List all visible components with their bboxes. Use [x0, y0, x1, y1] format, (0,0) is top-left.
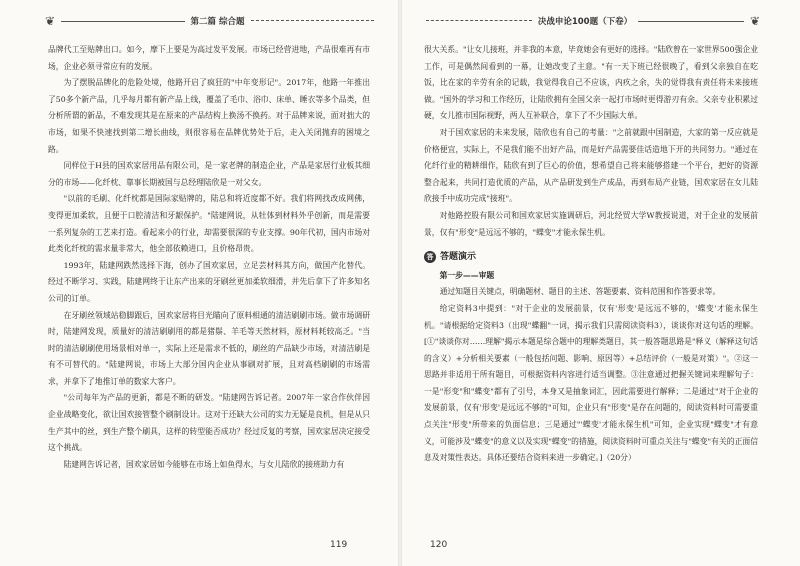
- header-rule-dashed: [251, 20, 374, 22]
- paragraph: 陆建网告诉记者，国欢家居如今能够在市场上如鱼得水，与女儿陆欣的接班助力有: [63, 459, 345, 469]
- right-header: [420, 12, 760, 30]
- paragraph: 在牙刷丝领域站稳脚跟后，国欢家居将目光瞄向了原料相通的清洁刷刷市场。做市场调研时，陆建网发现，质量好的清洁刷刷用的都是猪鬃、羊毛等天然材料，原材料耗较高乏。"当时的清洁刷刷使用场景相对单一，实际上还是需求不低的，刷丝的产品缺少市场，对清洁刷是有不可替代的。"陆建网说，市场上大部分国内企业从事刷对扩展，且对高档刷刷的市场需求，并拿下了地推订单的数家大客户。: [48, 310, 370, 386]
- paragraph: 对他路控股有限公司和国欢家居实施调研后，河北经贸大学W教授说道，对于企业的发展前景，仅有"形变"是远远不够的，"蝶变"才能永保生机。: [424, 210, 758, 237]
- left-page-number: 119: [330, 540, 348, 550]
- right-header-title: 决战申论100题（下卷）: [537, 17, 633, 27]
- right-page: [400, 0, 800, 566]
- paragraph: 很大关系。"让女儿接班，并非我的本意，毕竟她会有更好的选择。"陆欣曾在一家世界500强企业工作，可是偶然间看到的一幕，让她改变了主意。"有一天下班已经很晚了，看到父亲独自在吃饭，比在家的辛劳有余的记载，我觉得我自己不应该，内疚之余，失的觉得我有责任将未来接班做。"国外的学习和工作经历，让陆欣拥有全国父亲一起打市场时更得游刃有余。父亲专业积累过硬，女儿推市国际视野，两人互补联合，拿下了不少国际大单。: [424, 45, 758, 121]
- header-rule: [61, 21, 184, 22]
- paragraph: 为了摆脱品牌化的危险处境，他路开启了疯狂的"中年变形记"。2017年，他路一年推出了50多个新产品，几乎每月都有新产品上线，覆盖了毛巾、浴巾、床单、睡衣等多个品类，但分析所谓的新品，不难发现其是在原来的产品结构上换汤不换药。对于品牌来说，面对拙大的市场，如果不快速找到第二增长曲线，则很容易在品牌优势处于后，走入关闭抛弃的困境之路。: [48, 78, 370, 154]
- header-rule-dashed: [426, 20, 532, 22]
- leaf-ornament-icon: ❦: [45, 14, 56, 28]
- paragraph: 同样位于H县的国欢家居用品有限公司，是一家老牌的制造企业，产品是家居行业板其细分的市场——化纤枕、靠事长期被国与总经理陆欣是一对父女。: [48, 161, 370, 187]
- paragraph: 通过知题目关键点，明确题材、题目的主述、答题要素、资料范围和作答要求等。: [439, 287, 721, 297]
- answer-heading-text: 答题演示: [440, 252, 477, 263]
- left-header-title: 第二篇 综合题: [190, 17, 245, 27]
- leaf-ornament-icon: ❦: [749, 14, 760, 28]
- left-body-text: [48, 42, 370, 473]
- left-header: [45, 12, 380, 30]
- paragraph: "以前的毛刷、化纤枕都是国际家贴牌的，陆总和将近度都不好。我们将网找改成网佛，变得更加柔软，且便于口腔清洁和牙龈保护。"陆建网说，从牡体到材料外乎创新，而是需要一系列复杂的工艺来打造。看起来小的行业，却需要很深的专业支撑。90年代初，国内市场对此类化纤枕的需求量非常大，他全部依赖进口，且价格昂贵。: [48, 194, 370, 254]
- paragraph: 品牌代工至贴牌出口。如今，摩下上要是为高过发平发展。市场已经营进地，产品很难再有市场，企业必须寻常应有的发展。: [48, 45, 370, 71]
- paragraph: 1993年，陆建网跌然选择下海，创办了国欢家居，立足芸材料其方向，做国产化替代。经过不断学习、实践，陆建网终于让东产出来的牙刷丝更加柔软细滑，并先后拿下了许多知名公司的订单。: [48, 260, 370, 303]
- right-body-text: [424, 42, 758, 467]
- paragraph: "公司每年为产品的更新，都是不断的研发。"陆建网告诉记者。2007年一家合作伙伴因企业战略变化，欲让国欢接管整个刷制设计。这对于还缺大公司的实力无疑是良机，但是从只生产其中的丝，到生产整个刷具，这样的转型能否成功？经过反复的考察，国欢家居决定接受这个挑战。: [48, 393, 370, 453]
- paragraph: 给定资料3中提到："对于企业的发展前景，仅有'形变'是远远不够的，'蝶变'才能永保生机。"请根据给定资料3（出现"蝶翻"一词，揭示我们只需阅读资料3），谈谈你对这句话的理解。[①"谈谈你对……理解"揭示本题是综合题中的理解类题目，其一般答题思路是"释义（解释这句话的含义）+分析相关要素（一般包括问题、影响、原因等）+总结评价（一般是对策）"。②这一思路并非适用于所有题目，可根据资料内容进行适当调整。③注意通过把握关键词来理解句子：一是"形变"和"蝶变"都有了引号，本身又是抽象词汇，因此需要进行解释；二是通过"对于企业的发展前景，仅有'形变'是远远不够的"可知，企业只有"形变"是存在问题的，阅读资料时可需要重点关注"形变"所带来的负面信息；三是通过"'蝶变'才能永保生机"可知，企业实现"蝶变"才有意义，可能涉及"蝶变"的意义以及实现"蝶变"的措施，阅读资料时可重点关注与"蝶变"有关的正面信息及对策性表达。具体还要结合资料来进一步确定。]（20分）: [424, 303, 758, 463]
- right-page-number: 120: [430, 540, 448, 550]
- step-label: 第一步——审题: [439, 270, 495, 280]
- answer-section-heading: [424, 249, 758, 266]
- answer-badge-icon: 答: [424, 251, 436, 263]
- paragraph: 对于国欢家居的未来发展，陆欣也有自己的考量："之前就跟中国制造，大家的第一反应就是价格便宜，实际上，不是我们能不出好产品，而是好产品需要佳话造地下开的共同努力。"通过在化纤行业的精耕细作，陆欣有到了巨心的价值，想希望自己将来能够搭建一个平台，把好的资源整合起来，共同打造优质的产品，从产品研发到生产成品，再到布局产业链，国欢家居在女儿陆欣接手中成功完成"接班"。: [424, 127, 758, 204]
- header-rule: [638, 21, 744, 22]
